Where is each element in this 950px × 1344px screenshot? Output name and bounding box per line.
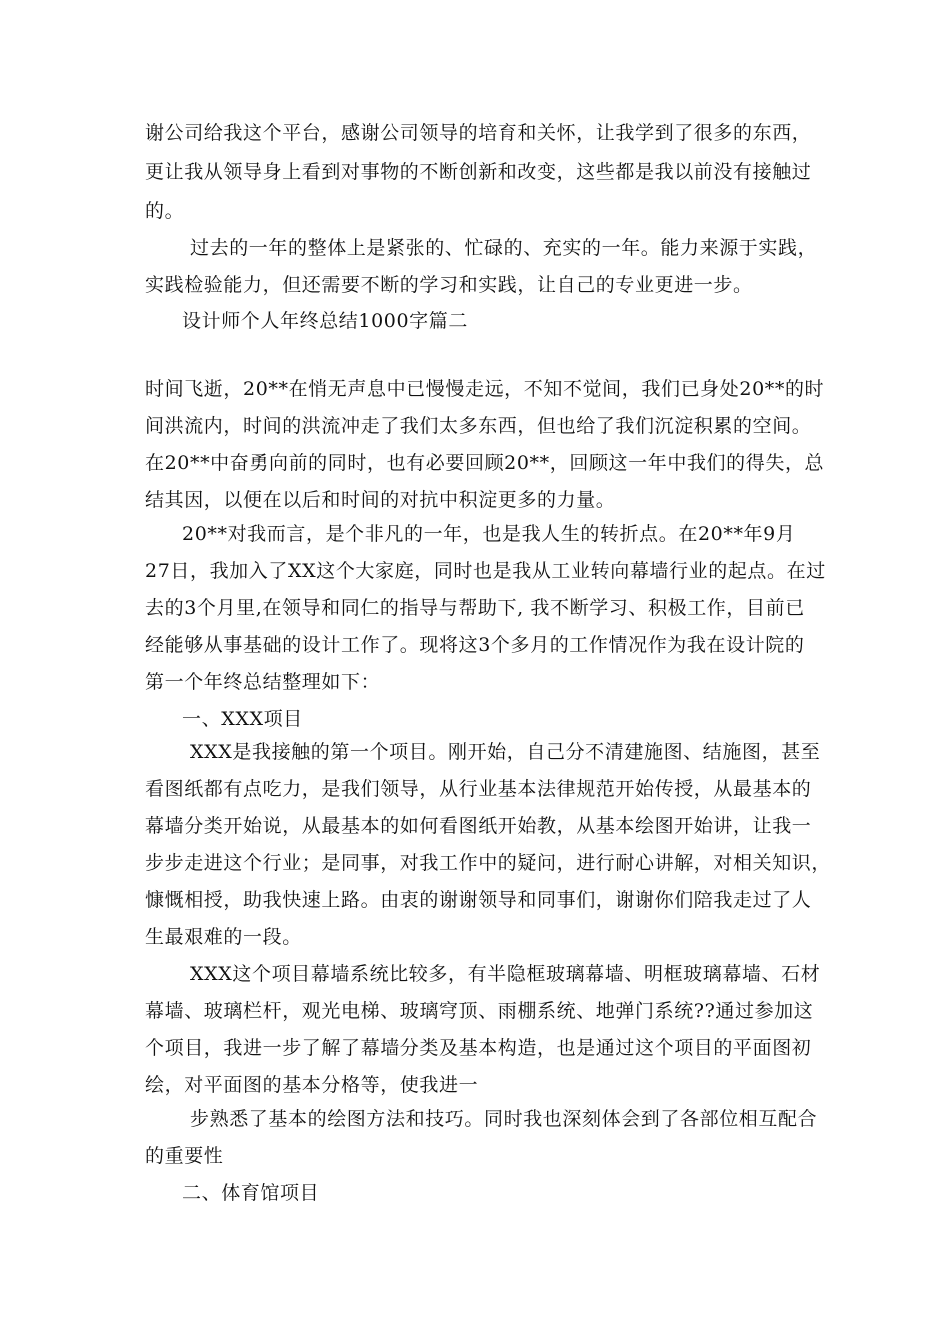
paragraph-line: 20**对我而言，是个非凡的一年，也是我人生的转折点。在20**年9月 bbox=[182, 523, 796, 545]
paragraph-line: 步熟悉了基本的绘图方法和技巧。同时我也深刻体会到了各部位相互配合 bbox=[190, 1108, 818, 1130]
paragraph-line: 幕墙分类开始说，从最基本的如何看图纸开始教，从基本绘图开始讲，让我一 bbox=[145, 815, 812, 837]
paragraph-line: 间洪流内，时间的洪流冲走了我们太多东西，但也给了我们沉淀积累的空间。 bbox=[145, 415, 812, 437]
paragraph-line: 27日，我加入了XX这个大家庭，同时也是我从工业转向幕墙行业的起点。在过 bbox=[145, 560, 826, 582]
paragraph-line: 幕墙、玻璃栏杆，观光电梯、玻璃穹顶、雨棚系统、地弹门系统??通过参加这 bbox=[145, 1000, 814, 1022]
paragraph-line: XXX这个项目幕墙系统比较多，有半隐框玻璃幕墙、明框玻璃幕墙、石材 bbox=[190, 963, 821, 985]
section-heading: 设计师个人年终总结1000字篇二 bbox=[182, 310, 468, 332]
paragraph-line: 经能够从事基础的设计工作了。现将这3个多月的工作情况作为我在设计院的 bbox=[145, 634, 805, 656]
paragraph-line: 个项目，我进一步了解了幕墙分类及基本构造，也是通过这个项目的平面图初 bbox=[145, 1037, 812, 1059]
paragraph-line: 的重要性 bbox=[145, 1145, 224, 1167]
paragraph-line: 过去的一年的整体上是紧张的、忙碌的、充实的一年。能力来源于实践， bbox=[190, 237, 818, 259]
paragraph-line: 生最艰难的一段。 bbox=[145, 926, 302, 948]
paragraph-line: 第一个年终总结整理如下： bbox=[145, 671, 381, 693]
paragraph-line: 更让我从领导身上看到对事物的不断创新和改变，这些都是我以前没有接触过 bbox=[145, 161, 812, 183]
section-heading: 二、体育馆项目 bbox=[182, 1182, 320, 1204]
paragraph-line: 步步走进这个行业；是同事，对我工作中的疑问，进行耐心讲解，对相关知识， bbox=[145, 852, 832, 874]
paragraph-line: 时间飞逝，20**在悄无声息中已慢慢走远，不知不觉间，我们已身处20**的时 bbox=[145, 378, 825, 400]
paragraph-line: 结其因，以便在以后和时间的对抗中积淀更多的力量。 bbox=[145, 489, 616, 511]
section-heading: 一、XXX项目 bbox=[182, 708, 303, 730]
paragraph-line: 的。 bbox=[145, 200, 185, 222]
paragraph-line: 谢公司给我这个平台，感谢公司领导的培育和关怀，让我学到了很多的东西， bbox=[145, 122, 812, 144]
paragraph-line: 看图纸都有点吃力，是我们领导，从行业基本法律规范开始传授，从最基本的 bbox=[145, 778, 812, 800]
paragraph-line: 在20**中奋勇向前的同时，也有必要回顾20**，回顾这一年中我们的得失，总 bbox=[145, 452, 825, 474]
paragraph-line: 实践检验能力，但还需要不断的学习和实践，让自己的专业更进一步。 bbox=[145, 274, 753, 296]
paragraph-line: 绘，对平面图的基本分格等，使我进一 bbox=[145, 1074, 479, 1096]
paragraph-line: 去的3个月里,在领导和同仁的指导与帮助下, 我不断学习、积极工作，目前已 bbox=[145, 597, 805, 619]
paragraph-line: XXX是我接触的第一个项目。刚开始，自己分不清建施图、结施图，甚至 bbox=[190, 741, 821, 763]
paragraph-line: 慷慨相授，助我快速上路。由衷的谢谢领导和同事们，谢谢你们陪我走过了人 bbox=[145, 889, 812, 911]
